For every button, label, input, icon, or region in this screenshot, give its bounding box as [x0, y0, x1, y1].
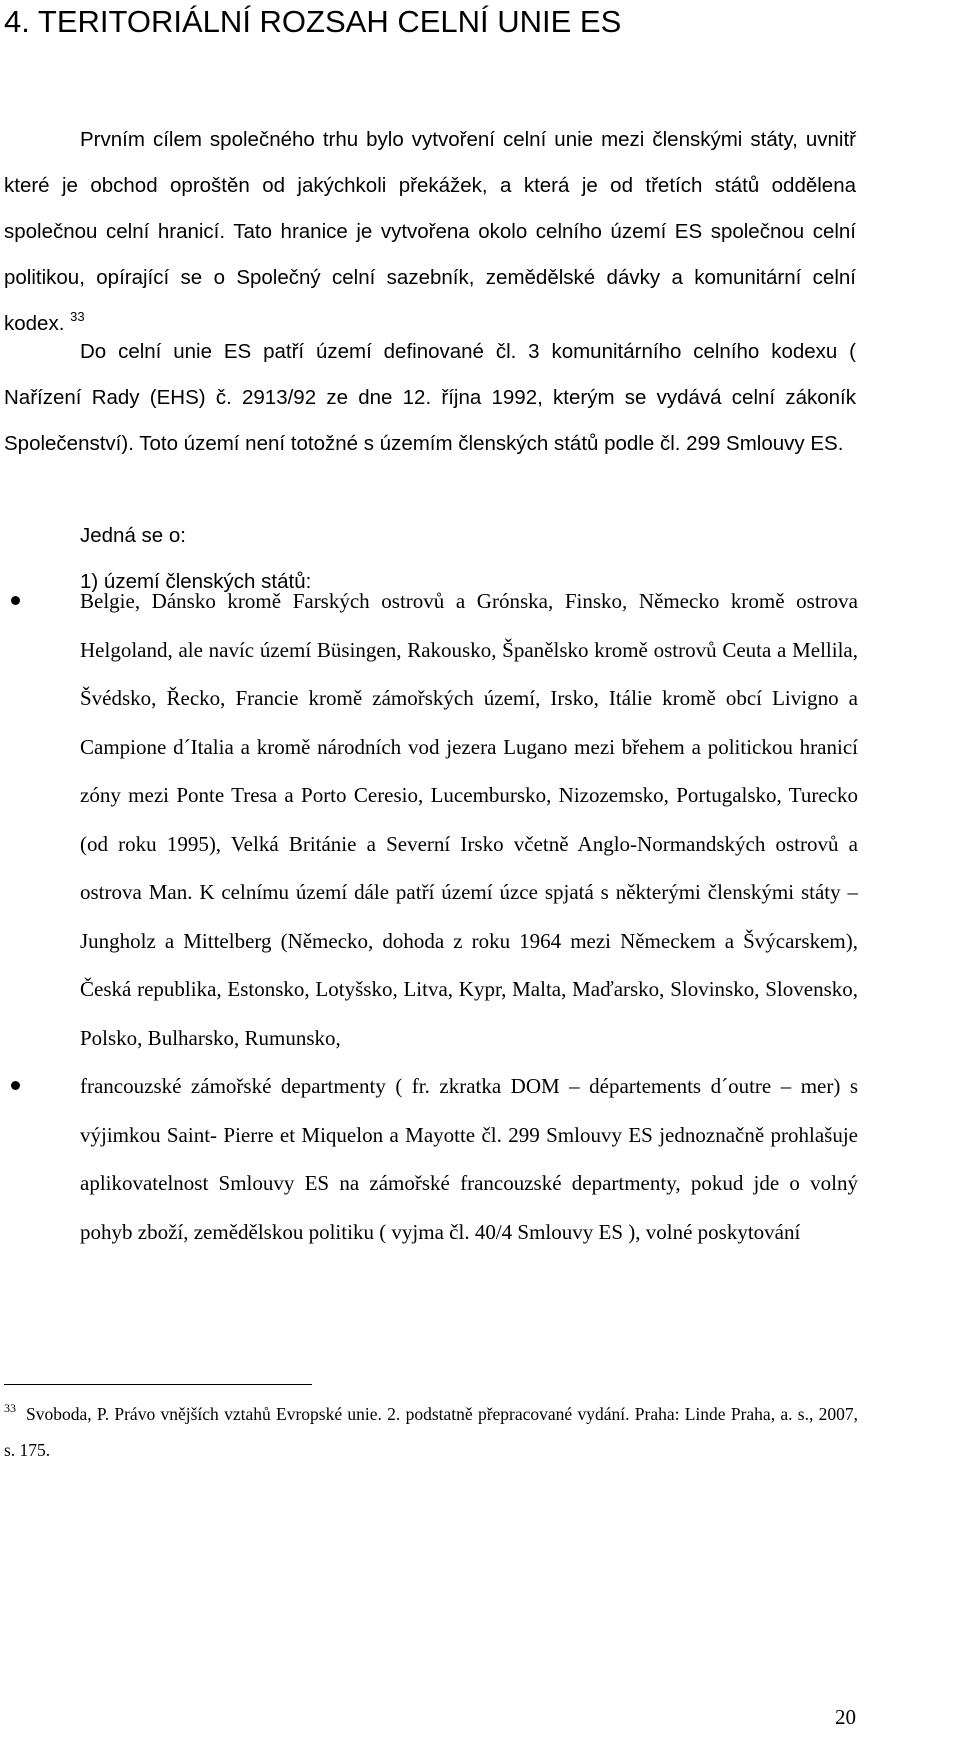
- territory-bullet-list: [80, 577, 858, 1256]
- footnote-number: 33: [4, 1401, 16, 1415]
- bullet-item-french-departments: [80, 1062, 858, 1256]
- bullet-item-text: francouzské zámořské departmenty ( fr. zkratka DOM – départements d´outre – mer) s výjimkou Saint- Pierre et Miquelon a Mayotte čl. 299 Smlouvy ES jednoznačně prohlašuje aplikovatelnost Smlouvy ES na zámořské francouzské departmenty, pokud jde o volný pohyb zboží, zemědělskou politiku ( vyjma čl. 40/4 Smlouvy ES ), volné poskytování: [80, 1074, 858, 1244]
- paragraph-intro: [4, 117, 856, 347]
- footnote-reference[interactable]: 33: [70, 309, 85, 324]
- footnote: [4, 1396, 858, 1468]
- bullet-item-text: Belgie, Dánsko kromě Farských ostrovů a Grónska, Finsko, Německo kromě ostrova Helgoland, ale navíc území Büsingen, Rakousko, Španělsko kromě ostrovů Ceuta a Mellila, Švédsko, Řecko, Francie kromě zámořských území, Irsko, Itálie kromě obcí Livigno a Campione d´Italia a kromě národních vod jezera Lugano mezi břehem a politickou hranicí zóny mezi Ponte Tresa a Porto Ceresio, Lucembursko, Nizozemsko, Portugalsko, Turecko (od roku 1995), Velká Británie a Severní Irsko včetně Anglo-Normandských ostrovů a ostrova Man. K celnímu území dále patří území úzce spjatá s některými členskými státy – Jungholz a Mittelberg (Německo, dohoda z roku 1964 mezi Německem a Švýcarskem), Česká republika, Estonsko, Lotyšsko, Litva, Kypr, Malta, Maďarsko, Slovinsko, Slovensko, Polsko, Bulharsko, Rumunsko,: [80, 589, 858, 1050]
- bullet-item-member-states: [80, 577, 858, 1062]
- line-uzemi-clenskych-statu: 1) území členských států:: [80, 570, 312, 593]
- footnote-divider: [4, 1384, 312, 1385]
- bullet-dot-icon: [11, 596, 20, 605]
- paragraph-territory: [4, 329, 856, 467]
- bullet-dot-icon: [11, 1081, 20, 1090]
- line-jedna-se-o: Jedná se o:: [80, 524, 186, 547]
- footnote-text: Svoboda, P. Právo vnějších vztahů Evropské unie. 2. podstatně přepracované vydání. Praha: Linde Praha, a. s., 2007, s. 175.: [4, 1404, 858, 1460]
- page-number: 20: [835, 1705, 856, 1729]
- paragraph-intro-text: Prvním cílem společného trhu bylo vytvoření celní unie mezi členskými státy, uvnitř které je obchod oproštěn od jakýchkoli překážek, a která je od třetích států oddělena společnou celní hranicí. Tato hranice je vytvořena okolo celního území ES společnou celní politikou, opírající se o Společný celní sazebník, zemědělské dávky a komunitární celní kodex.: [4, 128, 856, 335]
- chapter-heading: 4. TERITORIÁLNÍ ROZSAH CELNÍ UNIE ES: [4, 4, 622, 39]
- paragraph-territory-text: Do celní unie ES patří území definované čl. 3 komunitárního celního kodexu ( Nařízení Rady (EHS) č. 2913/92 ze dne 12. října 1992, kterým se vydává celní zákoník Společenství). Toto území není totožné s územím členských států podle čl. 299 Smlouvy ES.: [4, 340, 856, 455]
